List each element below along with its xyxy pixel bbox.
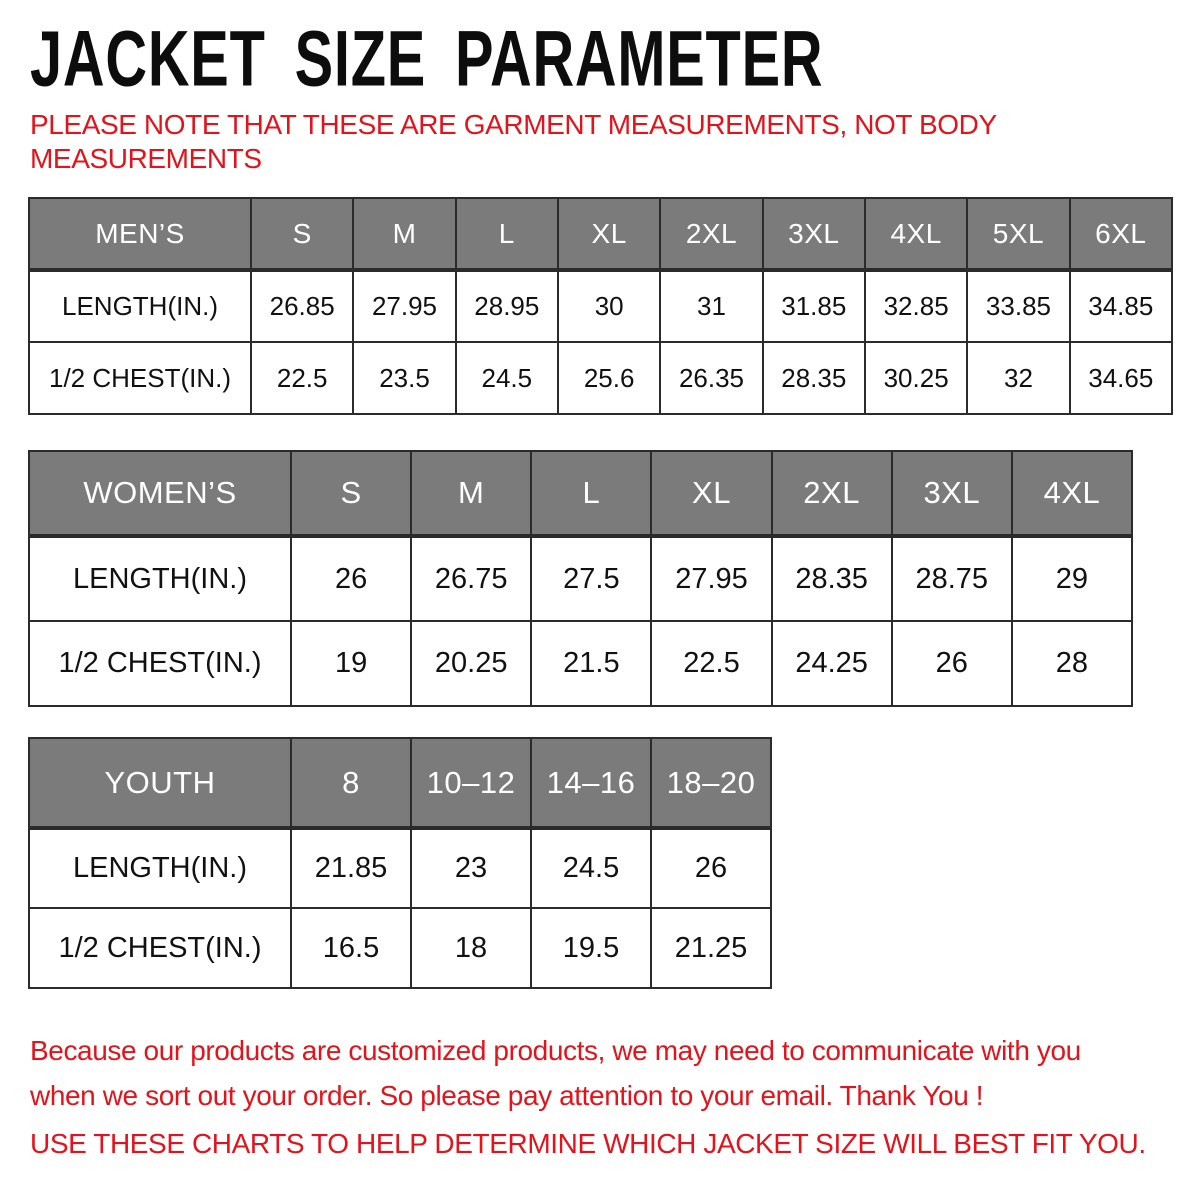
value-cell: 18 bbox=[411, 908, 531, 988]
value-cell: 28.75 bbox=[892, 536, 1012, 621]
value-cell: 34.85 bbox=[1070, 270, 1172, 342]
value-cell: 28.35 bbox=[772, 536, 892, 621]
value-cell: 26.75 bbox=[411, 536, 531, 621]
womens-chest-row bbox=[29, 621, 1132, 706]
row-label: LENGTH(IN.) bbox=[29, 270, 251, 342]
mens-chest-row bbox=[29, 342, 1172, 414]
size-header-cell: 2XL bbox=[660, 198, 762, 270]
value-cell: 26 bbox=[651, 828, 771, 908]
value-cell: 16.5 bbox=[291, 908, 411, 988]
value-cell: 21.25 bbox=[651, 908, 771, 988]
size-header-cell: M bbox=[353, 198, 455, 270]
size-header-cell: 14–16 bbox=[531, 738, 651, 828]
garment-measurement-note bbox=[30, 108, 997, 176]
size-header-cell: 4XL bbox=[1012, 451, 1132, 536]
value-cell: 19 bbox=[291, 621, 411, 706]
size-header-cell: 6XL bbox=[1070, 198, 1172, 270]
youth-chest-row bbox=[29, 908, 771, 988]
womens-table-name: WOMEN’S bbox=[29, 451, 291, 536]
size-header-cell: S bbox=[251, 198, 353, 270]
page-title: JACKET SIZE PARAMETER bbox=[30, 14, 824, 104]
size-header-cell: 3XL bbox=[763, 198, 865, 270]
youth-table-name: YOUTH bbox=[29, 738, 291, 828]
value-cell: 29 bbox=[1012, 536, 1132, 621]
size-header-cell: S bbox=[291, 451, 411, 536]
size-header-cell: M bbox=[411, 451, 531, 536]
value-cell: 21.85 bbox=[291, 828, 411, 908]
mens-size-table bbox=[28, 197, 1173, 415]
value-cell: 21.5 bbox=[531, 621, 651, 706]
size-header-cell: 18–20 bbox=[651, 738, 771, 828]
value-cell: 30 bbox=[558, 270, 660, 342]
value-cell: 26 bbox=[892, 621, 1012, 706]
value-cell: 28.95 bbox=[456, 270, 558, 342]
size-header-cell: L bbox=[456, 198, 558, 270]
notice-line-1: Because our products are customized products, we may need to communicate with you bbox=[30, 1035, 1081, 1066]
value-cell: 28 bbox=[1012, 621, 1132, 706]
value-cell: 32 bbox=[967, 342, 1069, 414]
value-cell: 22.5 bbox=[251, 342, 353, 414]
value-cell: 31 bbox=[660, 270, 762, 342]
row-label: 1/2 CHEST(IN.) bbox=[29, 621, 291, 706]
value-cell: 24.5 bbox=[456, 342, 558, 414]
row-label: LENGTH(IN.) bbox=[29, 828, 291, 908]
value-cell: 26.35 bbox=[660, 342, 762, 414]
mens-header-row bbox=[29, 198, 1172, 270]
size-header-cell: 3XL bbox=[892, 451, 1012, 536]
row-label: 1/2 CHEST(IN.) bbox=[29, 342, 251, 414]
value-cell: 25.6 bbox=[558, 342, 660, 414]
womens-length-row bbox=[29, 536, 1132, 621]
value-cell: 27.95 bbox=[651, 536, 771, 621]
value-cell: 34.65 bbox=[1070, 342, 1172, 414]
value-cell: 22.5 bbox=[651, 621, 771, 706]
note-line-1: PLEASE NOTE THAT THESE ARE GARMENT MEASUREMENTS, NOT BODY bbox=[30, 109, 997, 140]
size-header-cell: 8 bbox=[291, 738, 411, 828]
size-header-cell: 2XL bbox=[772, 451, 892, 536]
womens-size-table bbox=[28, 450, 1133, 707]
value-cell: 26 bbox=[291, 536, 411, 621]
value-cell: 30.25 bbox=[865, 342, 967, 414]
value-cell: 27.95 bbox=[353, 270, 455, 342]
mens-length-row bbox=[29, 270, 1172, 342]
size-header-cell: XL bbox=[651, 451, 771, 536]
note-line-2: MEASUREMENTS bbox=[30, 143, 262, 174]
value-cell: 33.85 bbox=[967, 270, 1069, 342]
value-cell: 27.5 bbox=[531, 536, 651, 621]
value-cell: 23 bbox=[411, 828, 531, 908]
value-cell: 31.85 bbox=[763, 270, 865, 342]
value-cell: 19.5 bbox=[531, 908, 651, 988]
row-label: LENGTH(IN.) bbox=[29, 536, 291, 621]
mens-table-name: MEN’S bbox=[29, 198, 251, 270]
value-cell: 24.5 bbox=[531, 828, 651, 908]
size-header-cell: L bbox=[531, 451, 651, 536]
value-cell: 24.25 bbox=[772, 621, 892, 706]
customization-notice bbox=[30, 1028, 1081, 1118]
youth-size-table bbox=[28, 737, 772, 989]
notice-line-2: when we sort out your order. So please pay attention to your email. Thank You ! bbox=[30, 1080, 984, 1111]
size-header-cell: 4XL bbox=[865, 198, 967, 270]
size-header-cell: XL bbox=[558, 198, 660, 270]
value-cell: 23.5 bbox=[353, 342, 455, 414]
value-cell: 28.35 bbox=[763, 342, 865, 414]
row-label: 1/2 CHEST(IN.) bbox=[29, 908, 291, 988]
chart-usage-note: USE THESE CHARTS TO HELP DETERMINE WHICH JACKET SIZE WILL BEST FIT YOU. bbox=[30, 1128, 1146, 1159]
womens-header-row bbox=[29, 451, 1132, 536]
youth-length-row bbox=[29, 828, 771, 908]
value-cell: 26.85 bbox=[251, 270, 353, 342]
youth-header-row bbox=[29, 738, 771, 828]
value-cell: 20.25 bbox=[411, 621, 531, 706]
size-header-cell: 10–12 bbox=[411, 738, 531, 828]
value-cell: 32.85 bbox=[865, 270, 967, 342]
size-header-cell: 5XL bbox=[967, 198, 1069, 270]
